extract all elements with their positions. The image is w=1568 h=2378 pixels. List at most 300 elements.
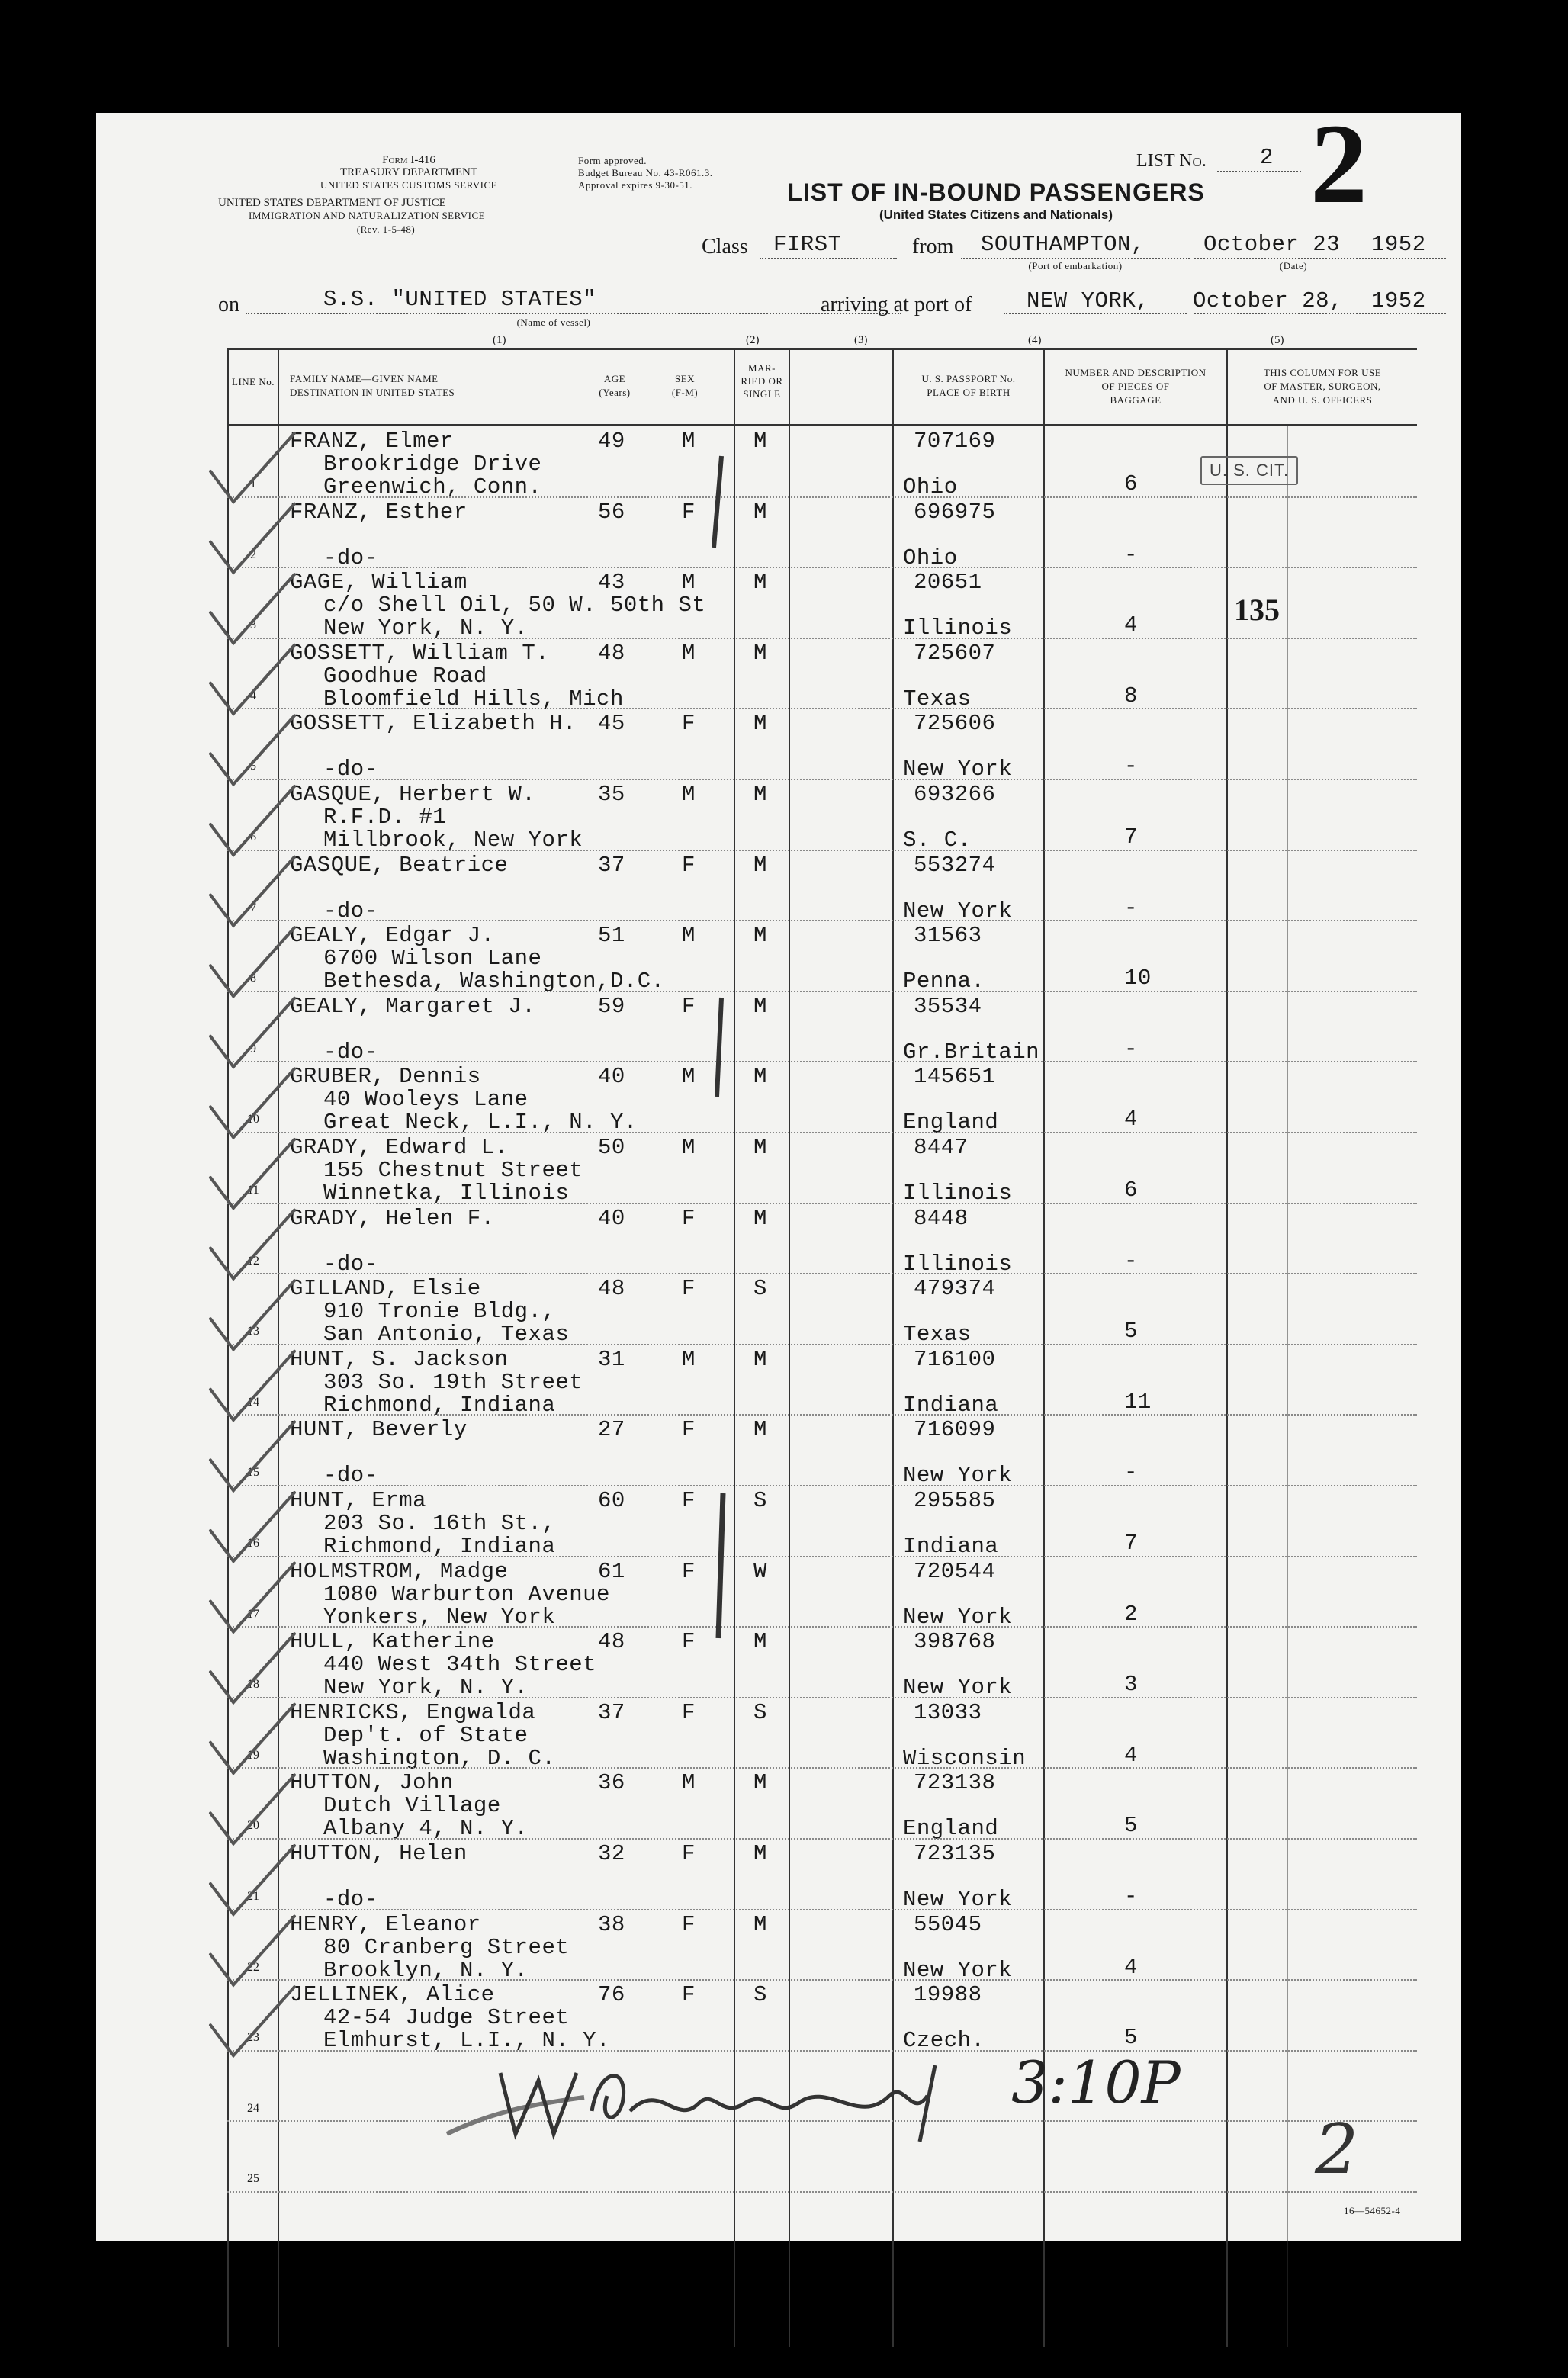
col-num-4: (4) (1028, 334, 1042, 346)
marital-status: S (753, 1982, 767, 2008)
passport-number: 8447 (914, 1135, 969, 1160)
handwritten-total: 3:10P (1011, 2049, 1181, 2116)
marital-status: M (753, 1629, 767, 1655)
passenger-sex: F (682, 1558, 696, 1584)
check-mark (210, 1281, 294, 1349)
line-number: 25 (247, 2172, 259, 2186)
passport-number: 31563 (914, 923, 982, 949)
departure-year: 1952 (1371, 232, 1426, 257)
check-mark (210, 1210, 294, 1279)
passport-number: 398768 (914, 1629, 996, 1655)
from-label: from (912, 235, 954, 259)
header-passport: U. S. PASSPORT No. (921, 373, 1016, 384)
citizenship-stamp: U. S. CIT. (1200, 456, 1298, 485)
baggage-count: - (1124, 754, 1138, 779)
header-line-no: LINE No. (232, 376, 275, 387)
ins-service: IMMIGRATION AND NATURALIZATION SERVICE (249, 210, 486, 221)
passenger-street: 80 Cranberg Street (323, 1934, 570, 1960)
passenger-age: 48 (598, 1276, 625, 1302)
passport-number: 725607 (914, 640, 996, 666)
baggage-count: 7 (1124, 1531, 1138, 1556)
passport-number: 553274 (914, 852, 996, 878)
baggage-count: 4 (1124, 1107, 1138, 1133)
baggage-count: - (1124, 1460, 1138, 1486)
passenger-city: Winnetka, Illinois (323, 1181, 570, 1206)
marital-status: M (753, 923, 767, 949)
baggage-count: 6 (1124, 471, 1138, 496)
passenger-name: GOSSETT, William T. (290, 640, 550, 666)
place-of-birth: S. C. (903, 827, 972, 853)
passenger-name: HUTTON, Helen (290, 1841, 468, 1866)
passenger-city: Brooklyn, N. Y. (323, 1957, 529, 1983)
passenger-name: GASQUE, Beatrice (290, 852, 509, 878)
embarkation-caption: (Port of embarkation) (1028, 260, 1123, 272)
passenger-age: 59 (598, 993, 625, 1019)
place-of-birth: Ohio (903, 474, 958, 500)
passenger-sex: F (682, 499, 696, 525)
date-caption: (Date) (1279, 260, 1308, 272)
embarkation-port: SOUTHAMPTON, (981, 232, 1145, 257)
check-mark (210, 504, 294, 573)
place-of-birth: Wisconsin (903, 1745, 1027, 1771)
place-of-birth: New York (903, 1957, 1013, 1983)
row-divider (227, 1626, 1417, 1628)
row-divider (227, 1061, 1417, 1062)
passenger-sex: F (682, 993, 696, 1019)
baggage-count: 4 (1124, 1954, 1138, 1980)
line-number: 5 (250, 760, 256, 773)
place-of-birth: Czech. (903, 2028, 985, 2054)
passenger-street: 910 Tronie Bldg., (323, 1299, 556, 1325)
line-number: 17 (247, 1607, 259, 1621)
passenger-city: Washington, D. C. (323, 1745, 556, 1771)
passenger-name: HUNT, S. Jackson (290, 1346, 509, 1372)
passenger-street: 203 So. 16th St., (323, 1511, 556, 1536)
departure-date: October 23 (1203, 232, 1341, 257)
passenger-city: -do- (323, 898, 378, 924)
check-mark (210, 1917, 294, 1985)
passenger-age: 50 (598, 1135, 625, 1160)
baggage-count: 5 (1124, 1813, 1138, 1839)
line-number: 1 (250, 477, 256, 490)
passenger-name: FRANZ, Esther (290, 499, 468, 525)
check-mark (210, 1846, 294, 1914)
passenger-age: 45 (598, 711, 625, 737)
line-number: 14 (247, 1395, 259, 1409)
passenger-age: 37 (598, 1699, 625, 1725)
row-divider (227, 1203, 1417, 1204)
header-baggage: NUMBER AND DESCRIPTION (1065, 367, 1207, 378)
row-divider (227, 1909, 1417, 1910)
passenger-city: Richmond, Indiana (323, 1534, 556, 1559)
marital-status: M (753, 640, 767, 666)
marital-status: M (753, 429, 767, 454)
marital-status: S (753, 1488, 767, 1513)
check-mark (210, 574, 294, 643)
marital-status: M (753, 711, 767, 737)
row-divider (227, 920, 1417, 921)
passenger-sex: M (682, 640, 696, 666)
place-of-birth: Gr.Britain (903, 1039, 1040, 1065)
passenger-age: 27 (598, 1417, 625, 1443)
check-mark (210, 1987, 294, 2055)
passport-number: 723135 (914, 1841, 996, 1866)
place-of-birth: New York (903, 1463, 1013, 1489)
place-of-birth: New York (903, 757, 1013, 782)
passenger-sex: M (682, 1346, 696, 1372)
place-of-birth: Texas (903, 686, 972, 712)
baggage-count: 6 (1124, 1178, 1138, 1203)
passenger-name: HOLMSTROM, Madge (290, 1558, 509, 1584)
footer-code: 16—54652-4 (1344, 2205, 1401, 2216)
passenger-street: 155 Chestnut Street (323, 1158, 583, 1183)
check-mark (210, 998, 294, 1067)
check-mark (210, 715, 294, 784)
place-of-birth: New York (903, 1604, 1013, 1630)
passport-number: 13033 (914, 1699, 982, 1725)
passenger-name: GASQUE, Herbert W. (290, 782, 536, 807)
passenger-sex: M (682, 1770, 696, 1796)
header-name: FAMILY NAME—GIVEN NAME (290, 373, 439, 384)
place-of-birth: New York (903, 898, 1013, 924)
manifest-sheet (96, 101, 1461, 2241)
baggage-count: 5 (1124, 2025, 1138, 2051)
header-age-unit: (Years) (599, 387, 631, 398)
marital-status: M (753, 1841, 767, 1866)
passport-number: 696975 (914, 499, 996, 525)
place-of-birth: Indiana (903, 1392, 999, 1418)
line-number: 13 (247, 1325, 259, 1338)
check-mark (210, 927, 294, 996)
form-approved: Form approved. (578, 155, 647, 166)
line-number: 21 (247, 1890, 259, 1903)
passenger-age: 56 (598, 499, 625, 525)
marital-status: M (753, 570, 767, 596)
place-of-birth: Illinois (903, 1251, 1013, 1277)
passport-number: 707169 (914, 429, 996, 454)
passenger-name: GOSSETT, Elizabeth H. (290, 711, 577, 737)
passenger-street: c/o Shell Oil, 50 W. 50th St (323, 593, 706, 619)
row-divider (227, 1979, 1417, 1981)
header-age: AGE (603, 373, 626, 384)
marital-status: M (753, 1205, 767, 1231)
passenger-street: 40 Wooleys Lane (323, 1087, 529, 1113)
passenger-sex: M (682, 1135, 696, 1160)
place-of-birth: England (903, 1110, 999, 1136)
marital-status: M (753, 782, 767, 807)
passenger-city: -do- (323, 1463, 378, 1489)
passport-number: 716100 (914, 1346, 996, 1372)
place-of-birth: England (903, 1816, 999, 1842)
check-mark (210, 786, 294, 855)
passenger-age: 40 (598, 1064, 625, 1090)
marital-status: W (753, 1558, 767, 1584)
check-mark (210, 645, 294, 714)
passenger-city: New York, N. Y. (323, 1675, 529, 1701)
form-revision: (Rev. 1-5-48) (356, 223, 416, 235)
check-mark (210, 433, 294, 502)
line-number: 2 (250, 548, 256, 561)
line-number: 12 (247, 1254, 259, 1268)
line-number: 20 (247, 1819, 259, 1833)
passenger-sex: F (682, 1699, 696, 1725)
passenger-city: Millbrook, New York (323, 827, 583, 853)
arrival-date: October 28, (1193, 288, 1343, 313)
passenger-name: HUNT, Beverly (290, 1417, 468, 1443)
passenger-street: Dep't. of State (323, 1722, 529, 1748)
place-of-birth: Illinois (903, 615, 1013, 641)
passport-number: 20651 (914, 570, 982, 596)
header-destination: DESTINATION IN UNITED STATES (290, 387, 455, 398)
passport-number: 720544 (914, 1558, 996, 1584)
budget-bureau: Budget Bureau No. 43-R061.3. (578, 167, 713, 178)
row-divider (227, 850, 1417, 851)
line-number: 24 (247, 2101, 259, 2115)
passenger-sex: M (682, 782, 696, 807)
line-number: 6 (250, 831, 256, 844)
passenger-age: 51 (598, 923, 625, 949)
row-divider (227, 1273, 1417, 1274)
check-mark (210, 1139, 294, 1208)
passenger-name: GRUBER, Dennis (290, 1064, 481, 1090)
baggage-count: 2 (1124, 1601, 1138, 1627)
passenger-city: Bloomfield Hills, Mich (323, 686, 624, 712)
baggage-count: 11 (1124, 1389, 1152, 1415)
passport-number: 295585 (914, 1488, 996, 1513)
passenger-age: 36 (598, 1770, 625, 1796)
arriving-label: arriving at port of (821, 293, 972, 317)
passport-number: 19988 (914, 1982, 982, 2008)
passenger-city: Great Neck, L.I., N. Y. (323, 1110, 638, 1136)
signature-text (569, 2065, 573, 2066)
marital-status: S (753, 1276, 767, 1302)
place-of-birth: Texas (903, 1322, 972, 1348)
passenger-age: 38 (598, 1911, 625, 1937)
marital-status: M (753, 499, 767, 525)
header-baggage-2: OF PIECES OF (1101, 381, 1170, 392)
passenger-sex: F (682, 1629, 696, 1655)
passenger-street: R.F.D. #1 (323, 805, 447, 830)
baggage-count: 3 (1124, 1672, 1138, 1698)
passenger-sex: F (682, 1841, 696, 1866)
vessel-name: S.S. "UNITED STATES" (323, 287, 597, 312)
passenger-city: Bethesda, Washington,D.C. (323, 969, 665, 995)
baggage-count: 7 (1124, 824, 1138, 850)
col-num-3: (3) (854, 334, 868, 346)
line-number: 22 (247, 1960, 259, 1974)
row-divider (227, 1838, 1417, 1840)
passenger-sex: F (682, 1488, 696, 1513)
passenger-city: Albany 4, N. Y. (323, 1816, 529, 1842)
line-number: 16 (247, 1537, 259, 1550)
row-divider (227, 1697, 1417, 1698)
baggage-count: 10 (1124, 966, 1152, 991)
passenger-name: HUTTON, John (290, 1770, 454, 1796)
passenger-age: 76 (598, 1982, 625, 2008)
row-divider (227, 1556, 1417, 1557)
passenger-street: 303 So. 19th Street (323, 1369, 583, 1395)
passport-number: 8448 (914, 1205, 969, 1231)
passenger-name: HUNT, Erma (290, 1488, 427, 1513)
approval-expires: Approval expires 9-30-51. (578, 179, 693, 191)
row-divider (227, 1344, 1417, 1345)
marital-status: M (753, 1346, 767, 1372)
check-mark (210, 1422, 294, 1490)
check-mark (210, 1563, 294, 1632)
passenger-count: 135 (1234, 593, 1280, 627)
list-no-value: 2 (1260, 145, 1274, 170)
line-number: 23 (247, 2031, 259, 2045)
check-mark (210, 1068, 294, 1137)
col-num-5: (5) (1271, 334, 1284, 346)
line-number: 8 (250, 972, 256, 985)
passenger-name: GEALY, Margaret J. (290, 993, 536, 1019)
passenger-name: HENRICKS, Engwalda (290, 1699, 536, 1725)
passenger-street: Brookridge Drive (323, 451, 542, 477)
passport-number: 716099 (914, 1417, 996, 1443)
passenger-sex: F (682, 1911, 696, 1937)
place-of-birth: New York (903, 1887, 1013, 1912)
baggage-count: 5 (1124, 1319, 1138, 1345)
header-officers-2: OF MASTER, SURGEON, (1264, 381, 1381, 392)
baggage-count: - (1124, 895, 1138, 921)
marital-status: M (753, 993, 767, 1019)
corner-mark: 2 (1315, 2110, 1359, 2190)
passport-number: 145651 (914, 1064, 996, 1090)
line-number: 15 (247, 1466, 259, 1480)
check-mark (210, 1705, 294, 1773)
line-number: 9 (250, 1042, 256, 1056)
header-sex-unit: (F-M) (671, 387, 699, 398)
baggage-count: - (1124, 1248, 1138, 1274)
col-num-2: (2) (746, 334, 760, 346)
baggage-count: 8 (1124, 683, 1138, 709)
baggage-count: - (1124, 541, 1138, 567)
header-married: MAR-RIED OR SINGLE (741, 362, 783, 400)
list-no-handwritten: 2 (1310, 101, 1367, 227)
passenger-age: 31 (598, 1346, 625, 1372)
passenger-city: -do- (323, 1887, 378, 1912)
passenger-city: Yonkers, New York (323, 1604, 556, 1630)
passenger-name: GILLAND, Elsie (290, 1276, 481, 1302)
passenger-sex: M (682, 429, 696, 454)
baggage-count: - (1124, 1036, 1138, 1062)
form-number: Form I-416 (382, 154, 435, 166)
passenger-name: FRANZ, Elmer (290, 429, 454, 454)
passenger-age: 35 (598, 782, 625, 807)
passenger-age: 61 (598, 1558, 625, 1584)
passenger-name: GAGE, William (290, 570, 468, 596)
passenger-street: 440 West 34th Street (323, 1652, 597, 1678)
passenger-name: JELLINEK, Alice (290, 1982, 495, 2008)
passport-number: 723138 (914, 1770, 996, 1796)
passport-number: 693266 (914, 782, 996, 807)
passenger-age: 60 (598, 1488, 625, 1513)
row-divider (227, 1414, 1417, 1416)
list-no-label: LIST No. (1136, 151, 1207, 171)
passenger-street: 1080 Warburton Avenue (323, 1581, 610, 1607)
line-number: 19 (247, 1748, 259, 1762)
passenger-sex: F (682, 711, 696, 737)
row-divider (227, 638, 1417, 639)
row-divider (227, 2191, 1417, 2193)
check-mark (210, 1351, 294, 1420)
passenger-sex: F (682, 852, 696, 878)
passenger-sex: M (682, 923, 696, 949)
row-divider (227, 779, 1417, 780)
customs-service: UNITED STATES CUSTOMS SERVICE (320, 179, 498, 191)
marital-status: S (753, 1699, 767, 1725)
passenger-city: -do- (323, 757, 378, 782)
marital-status: M (753, 1911, 767, 1937)
row-divider (227, 496, 1417, 498)
passenger-sex: M (682, 570, 696, 596)
passenger-age: 40 (598, 1205, 625, 1231)
check-marks (203, 426, 302, 2218)
line-number: 3 (250, 619, 256, 632)
passenger-sex: M (682, 1064, 696, 1090)
check-mark (210, 1493, 294, 1561)
passenger-sex: F (682, 1417, 696, 1443)
check-mark (210, 1634, 294, 1702)
header-officers: THIS COLUMN FOR USE (1263, 367, 1382, 378)
passenger-city: San Antonio, Texas (323, 1322, 570, 1348)
line-number: 7 (250, 901, 256, 914)
baggage-count: 4 (1124, 1742, 1138, 1768)
passenger-sex: F (682, 1205, 696, 1231)
header-sex: SEX (674, 373, 696, 384)
line-number: 10 (247, 1113, 259, 1126)
passenger-city: -do- (323, 1251, 378, 1277)
class-value: FIRST (773, 232, 842, 257)
passenger-sex: F (682, 1276, 696, 1302)
passenger-age: 49 (598, 429, 625, 454)
passenger-city: New York, N. Y. (323, 615, 529, 641)
baggage-count: - (1124, 1884, 1138, 1909)
place-of-birth: Illinois (903, 1181, 1013, 1206)
passenger-city: -do- (323, 545, 378, 570)
pencil-marks (691, 448, 767, 1669)
row-divider (227, 1132, 1417, 1133)
arrival-port: NEW YORK, (1027, 288, 1150, 313)
passenger-age: 43 (598, 570, 625, 596)
line-number: 11 (247, 1184, 259, 1197)
passenger-age: 48 (598, 640, 625, 666)
form-title: LIST OF IN-BOUND PASSENGERS (787, 178, 1205, 206)
passenger-city: Greenwich, Conn. (323, 474, 542, 500)
row-divider (227, 708, 1417, 709)
passenger-street: Goodhue Road (323, 663, 487, 689)
marital-status: M (753, 1064, 767, 1090)
place-of-birth: Penna. (903, 969, 985, 995)
passenger-street: 42-54 Judge Street (323, 2005, 570, 2031)
form-subtitle: (United States Citizens and Nationals) (879, 207, 1113, 222)
header-baggage-3: BAGGAGE (1110, 394, 1162, 406)
passenger-name: HENRY, Eleanor (290, 1911, 481, 1937)
check-mark (210, 857, 294, 926)
passport-number: 479374 (914, 1276, 996, 1302)
header-birthplace: PLACE OF BIRTH (927, 387, 1011, 398)
passenger-age: 37 (598, 852, 625, 878)
passenger-name: HULL, Katherine (290, 1629, 495, 1655)
place-of-birth: Ohio (903, 545, 958, 570)
col-num-1: (1) (493, 334, 506, 346)
line-number: 4 (250, 689, 256, 702)
row-divider (227, 567, 1417, 568)
class-label: Class (702, 235, 748, 259)
baggage-count: 4 (1124, 612, 1138, 638)
header-officers-3: AND U. S. OFFICERS (1272, 394, 1373, 406)
